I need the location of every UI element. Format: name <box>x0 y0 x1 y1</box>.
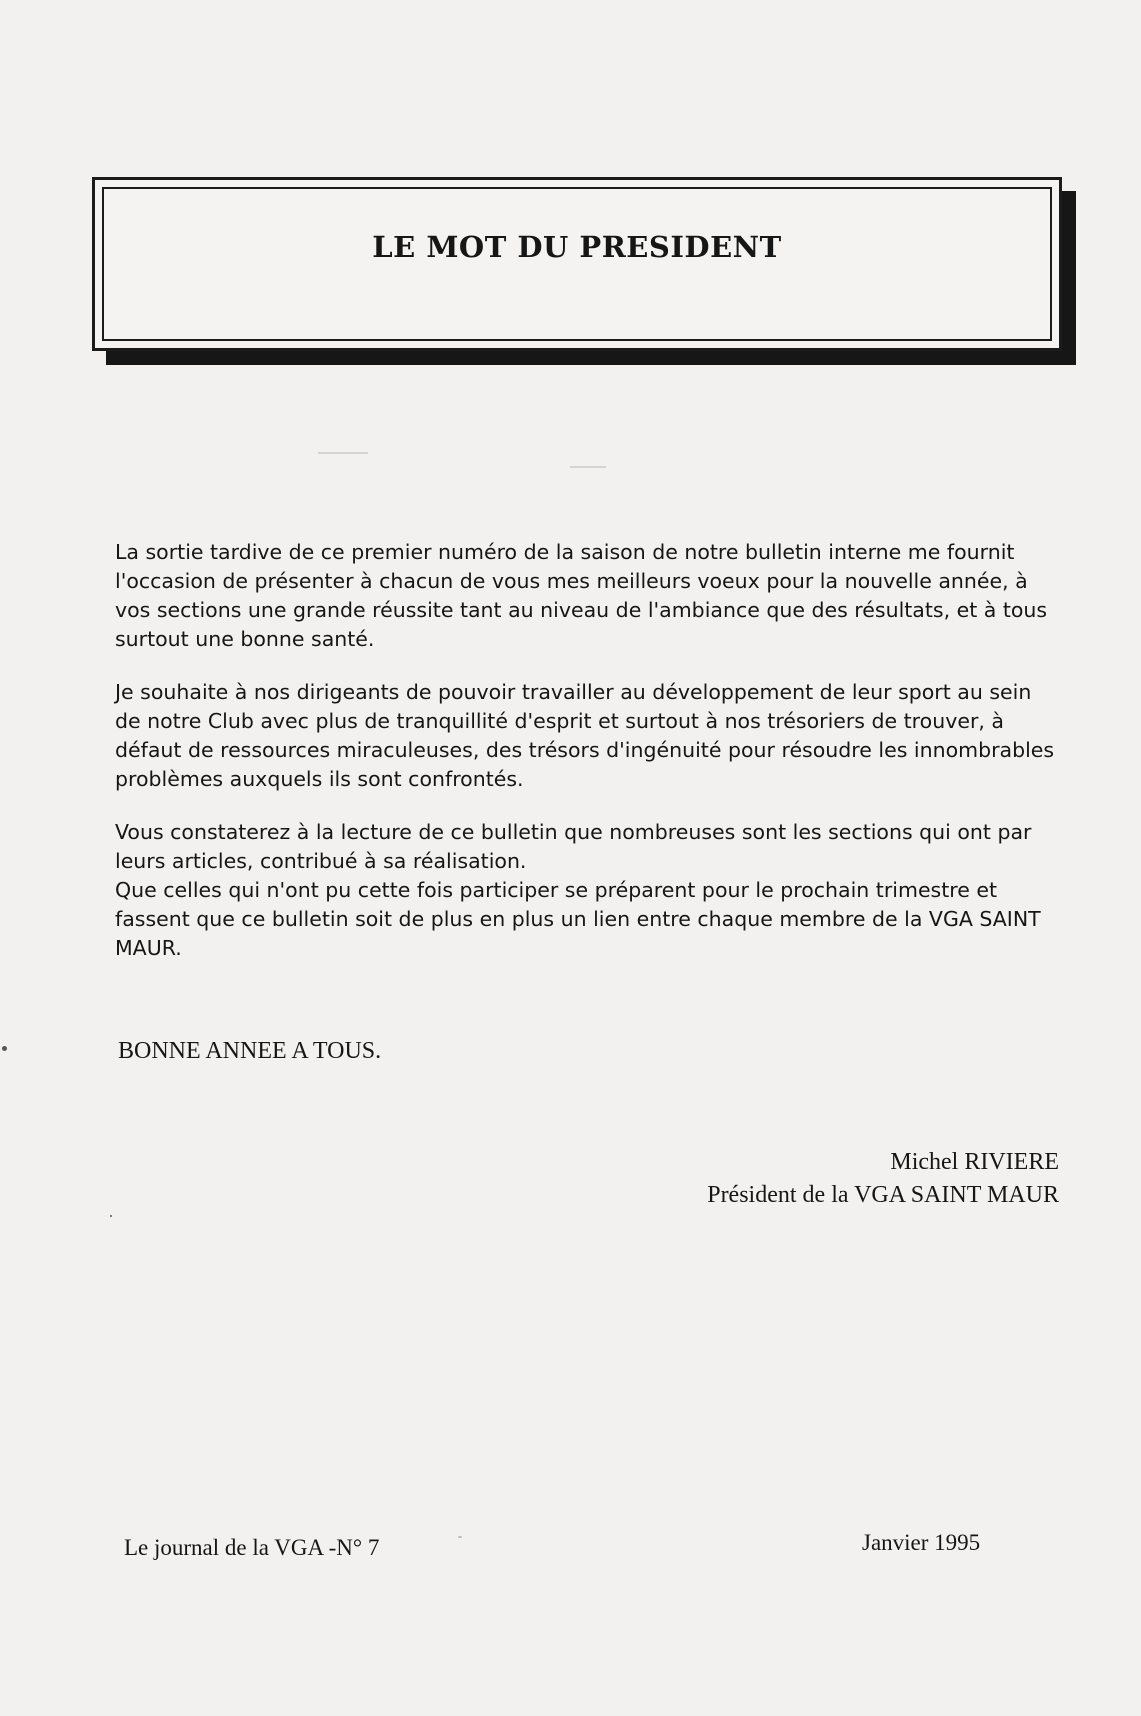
title-box-inner-border <box>102 187 1052 341</box>
ink-speck <box>2 1046 7 1051</box>
signature-block <box>707 1146 1059 1212</box>
message-paragraph: Que celles qui n'ont pu cette fois participer se préparent pour le prochain trimestre et fassent que ce bulletin soit de plus en plus un lien entre chaque membre de la VGA SAINT MAUR. <box>115 878 1041 960</box>
message-paragraph: Je souhaite à nos dirigeants de pouvoir travailler au développement de leur sport au sein de notre Club avec plus de tranquillité d'esprit et surtout à nos trésoriers de trouver, à défaut de ressources miraculeuses, des trésors d'ingénuité pour résoudre les innombrables problèmes auxquels ils sont confrontés. <box>115 680 1055 791</box>
footer-date: Janvier 1995 <box>862 1530 981 1555</box>
closing-greeting: BONNE ANNEE A TOUS. <box>118 1038 382 1064</box>
bleed-mark <box>318 452 368 454</box>
signature-role: Président de la VGA SAINT MAUR <box>707 1182 1059 1208</box>
bleed-mark <box>570 466 606 468</box>
ink-speck <box>110 1215 112 1217</box>
message-paragraph: Vous constaterez à la lecture de ce bulletin que nombreuses sont les sections qui ont par leurs articles, contribué à sa réalisation. <box>115 820 1032 873</box>
signature-name: Michel RIVIERE <box>890 1149 1059 1175</box>
ink-speck <box>458 1536 462 1538</box>
message-paragraph: La sortie tardive de ce premier numéro de la saison de notre bulletin interne me fournit l'occasion de présenter à chacun de vous mes meilleurs voeux pour la nouvelle année, à vos sections une grande réussite tant au niveau de l'ambiance que des résultats, et à tous surtout une bonne santé. <box>115 540 1048 651</box>
title-box <box>92 177 1062 351</box>
footer-journal-issue: Le journal de la VGA -N° 7 <box>124 1535 380 1560</box>
page-title: LE MOT DU PRESIDENT <box>372 230 782 264</box>
president-message <box>115 538 1060 987</box>
